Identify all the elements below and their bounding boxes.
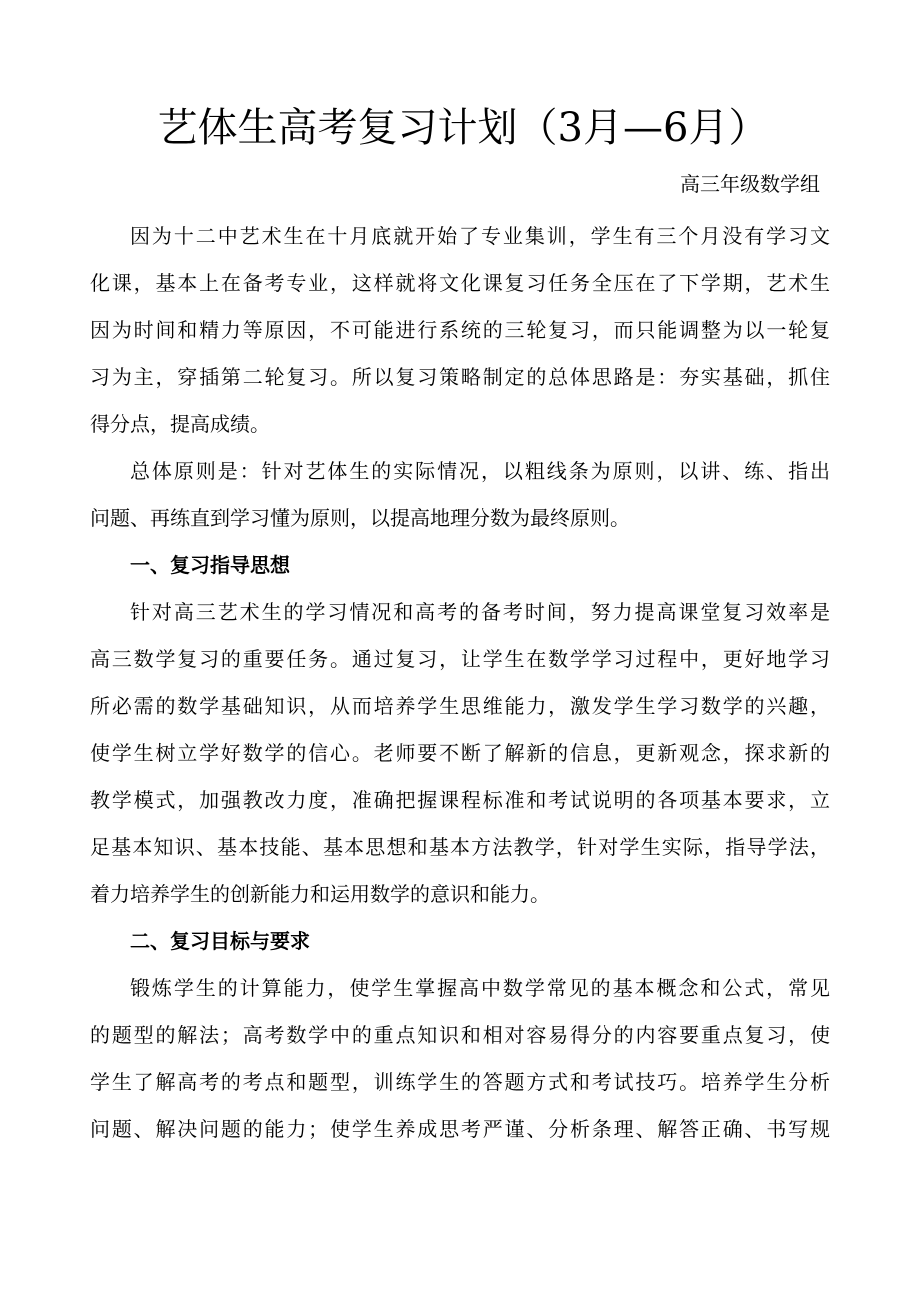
paragraph-line: 针对高三艺术生的学习情况和高考的备考时间，努力提高课堂复习效率是: [130, 600, 830, 624]
paragraph-line: 因为十二中艺术生在十月底就开始了专业集训，学生有三个月没有学习文: [130, 224, 830, 248]
section-heading: 二、复习目标与要求: [130, 929, 310, 953]
paragraph-line: 总体原则是：针对艺体生的实际情况，以粗线条为原则，以讲、练、指出: [130, 459, 830, 483]
paragraph-line: 学生了解高考的考点和题型，训练学生的答题方式和考试技巧。培养学生分析: [90, 1070, 830, 1094]
paragraph-line: 问题、解决问题的能力；使学生养成思考严谨、分析条理、解答正确、书写规: [90, 1117, 830, 1141]
paragraph-line: 教学模式，加强教改力度，准确把握课程标准和考试说明的各项基本要求，立: [90, 788, 830, 812]
intro-paragraph: [90, 213, 830, 448]
section-paragraph: [90, 965, 830, 1153]
section-paragraph: [90, 589, 830, 918]
paragraph-line: 足基本知识、基本技能、基本思想和基本方法教学，针对学生实际，指导学法，: [90, 835, 830, 859]
section-heading: 一、复习指导思想: [130, 553, 290, 577]
paragraph-line: 因为时间和精力等原因，不可能进行系统的三轮复习，而只能调整为以一轮复: [90, 318, 830, 342]
paragraph-line: 习为主，穿插第二轮复习。所以复习策略制定的总体思路是：夯实基础，抓住: [90, 365, 830, 389]
paragraph-line: 的题型的解法；高考数学中的重点知识和相对容易得分的内容要重点复习，使: [90, 1023, 830, 1047]
paragraph-line: 锻炼学生的计算能力，使学生掌握高中数学常见的基本概念和公式，常见: [130, 976, 830, 1000]
paragraph-line: 得分点，提高成绩。: [90, 412, 270, 436]
paragraph-line: 高三数学复习的重要任务。通过复习，让学生在数学学习过程中，更好地学习: [90, 647, 830, 671]
paragraph-line: 着力培养学生的创新能力和运用数学的意识和能力。: [90, 882, 550, 906]
document-title: 艺体生高考复习计划（3月—6月）: [157, 105, 769, 151]
document-body: [90, 213, 830, 1153]
author-line: 高三年级数学组: [680, 172, 820, 196]
paragraph-line: 问题、再练直到学习懂为原则，以提高地理分数为最终原则。: [90, 506, 630, 530]
paragraph-line: 化课，基本上在备考专业，这样就将文化课复习任务全压在了下学期，艺术生: [90, 271, 830, 295]
paragraph-line: 使学生树立学好数学的信心。老师要不断了解新的信息，更新观念，探求新的: [90, 741, 830, 765]
intro-paragraph: [90, 448, 830, 542]
paragraph-line: 所必需的数学基础知识，从而培养学生思维能力，激发学生学习数学的兴趣，: [90, 694, 830, 718]
